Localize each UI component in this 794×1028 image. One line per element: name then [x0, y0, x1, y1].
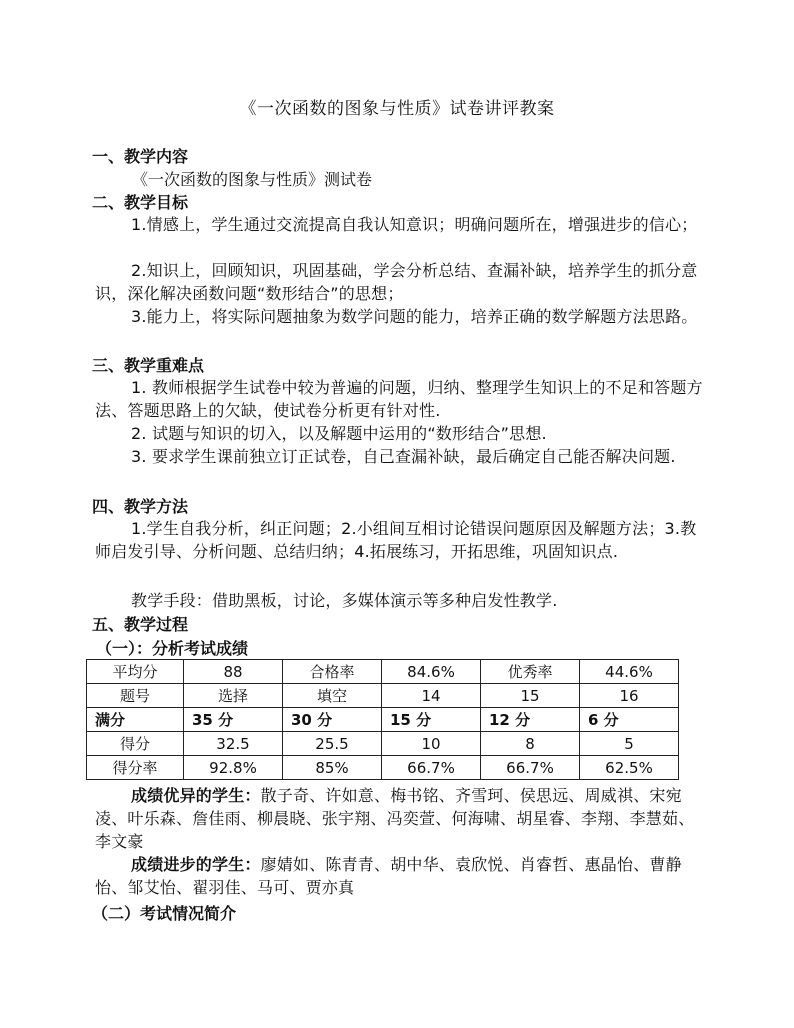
table-cell: 44.6% — [580, 660, 679, 684]
excellent-students-label: 成绩优异的学生： — [131, 786, 261, 805]
content-text: 《一次函数的图象与性质》测试卷 — [132, 170, 373, 189]
table-cell: 平均分 — [87, 660, 184, 684]
section-heading-methods: 四、教学方法 — [92, 497, 189, 516]
table-cell: 84.6% — [382, 660, 481, 684]
subsection-score-analysis: （一）：分析考试成绩 — [96, 639, 249, 658]
key-point-paragraph-3: 3. 要求学生课前独立订正试卷，自己查漏补缺，最后确定自己能否解决问题. — [131, 447, 676, 466]
table-cell: 5 — [580, 732, 679, 756]
section-heading-key-points: 三、教学重难点 — [92, 356, 205, 375]
table-cell: 35 分 — [184, 708, 283, 732]
progress-students-names: 廖婧如、陈青青、胡中华、袁欣悦、肖睿哲、惠晶怡、曹静怡、邹艾怡、翟羽佳、马可、贾亦真 — [95, 855, 682, 897]
document-title: 《一次函数的图象与性质》试卷讲评教案 — [239, 99, 555, 119]
key-point-paragraph-2: 2. 试题与知识的切入，以及解题中运用的“数形结合”思想. — [131, 424, 547, 443]
table-cell: 88 — [184, 660, 283, 684]
table-row — [87, 756, 679, 780]
section-heading-goals: 二、教学目标 — [92, 193, 189, 212]
table-cell: 合格率 — [283, 660, 382, 684]
table-cell: 8 — [481, 732, 580, 756]
table-cell: 14 — [382, 684, 481, 708]
table-cell: 满分 — [87, 708, 184, 732]
table-cell: 62.5% — [580, 756, 679, 780]
table-row — [87, 684, 679, 708]
table-cell: 66.7% — [382, 756, 481, 780]
table-cell: 16 — [580, 684, 679, 708]
table-cell: 85% — [283, 756, 382, 780]
section-heading-process: 五、教学过程 — [92, 615, 189, 634]
excellent-students — [95, 784, 705, 853]
table-cell: 得分 — [87, 732, 184, 756]
table-cell: 15 — [481, 684, 580, 708]
goal-paragraph-1: 1.情感上，学生通过交流提高自我认知意识；明确问题所在，增强进步的信心； — [131, 215, 698, 234]
table-cell: 填空 — [283, 684, 382, 708]
table-cell: 25.5 — [283, 732, 382, 756]
table-cell: 优秀率 — [481, 660, 580, 684]
method-paragraph-1: 1.学生自我分析，纠正问题；2.小组间互相讨论错误问题原因及解题方法；3.教师启发引导、分析问题、总结归纳；4.拓展练习，开拓思维，巩固知识点. — [95, 519, 697, 561]
progress-students — [95, 853, 705, 899]
table-cell: 12 分 — [481, 708, 580, 732]
table-row — [87, 660, 679, 684]
table-cell: 得分率 — [87, 756, 184, 780]
table-cell: 选择 — [184, 684, 283, 708]
table-cell: 15 分 — [382, 708, 481, 732]
key-point-paragraph-1: 1. 教师根据学生试卷中较为普遍的问题，归纳、整理学生知识上的不足和答题方法、答题思路上的欠缺，使试卷分析更有针对性. — [95, 378, 703, 420]
table-row — [87, 708, 679, 732]
table-cell: 66.7% — [481, 756, 580, 780]
excellent-students-names: 散子奇、许如意、梅书铭、齐雪珂、侯思远、周威祺、宋宛凌、叶乐森、詹佳雨、柳晨晓、张宇翔、冯奕萱、何海啸、胡星睿、李翔、李慧茹、李文豪 — [95, 786, 695, 851]
goal-paragraph-2: 2.知识上，回顾知识，巩固基础，学会分析总结、查漏补缺，培养学生的抓分意识，深化解决函数问题“数形结合”的思想； — [95, 261, 698, 303]
goal-paragraph-3: 3.能力上，将实际问题抽象为数学问题的能力，培养正确的数学解题方法思路。 — [131, 307, 698, 326]
progress-students-label: 成绩进步的学生： — [131, 855, 261, 874]
subsection-exam-overview: （二）考试情况简介 — [92, 904, 237, 923]
table-row — [87, 732, 679, 756]
table-cell: 32.5 — [184, 732, 283, 756]
section-heading-content: 一、教学内容 — [92, 147, 189, 166]
table-cell: 30 分 — [283, 708, 382, 732]
table-cell: 6 分 — [580, 708, 679, 732]
method-paragraph-2: 教学手段：借助黑板，讨论，多媒体演示等多种启发性教学. — [131, 591, 558, 610]
table-cell: 92.8% — [184, 756, 283, 780]
table-cell: 题号 — [87, 684, 184, 708]
score-table — [86, 659, 679, 780]
table-cell: 10 — [382, 732, 481, 756]
